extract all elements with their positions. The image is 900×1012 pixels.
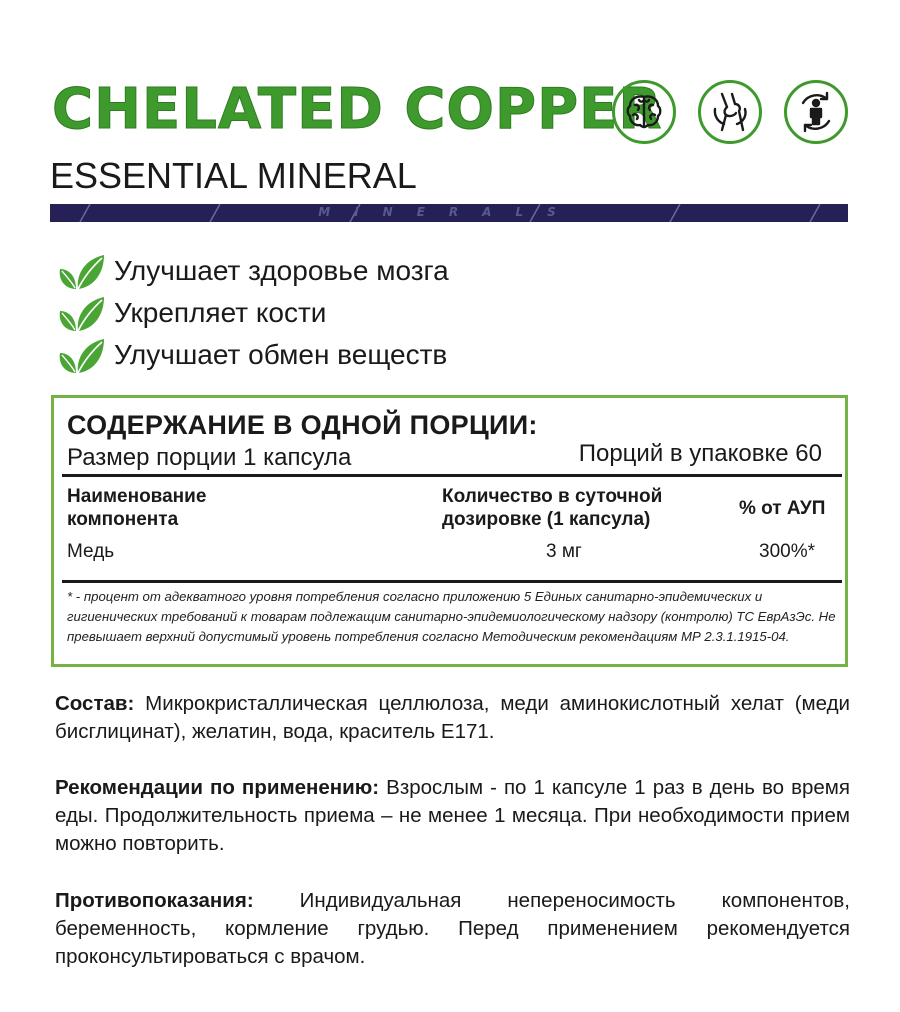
category-band (50, 204, 848, 222)
column-header-name-line: компонента (67, 509, 179, 530)
composition-text: Микрокристаллическая целлюлоза, меди аминокислотный хелат (меди бисглицинат), желатин, вода, краситель Е171. (55, 692, 850, 743)
column-header-name-line: Наименование (67, 486, 207, 507)
leaf-icon (54, 335, 106, 375)
contraindications-text: Индивидуальная непереносимость компонентов, беременность, кормление грудью. Перед применением рекомендуется проконсультироваться с врачом. (55, 889, 850, 968)
facts-divider (62, 474, 842, 477)
band-label: MINERALS (318, 205, 580, 219)
body-metabolism-icon (784, 80, 848, 144)
servings-per-container: Порций в упаковке 60 (578, 440, 822, 467)
supplement-facts-box (51, 395, 848, 667)
facts-divider (62, 580, 842, 583)
usage-paragraph (55, 774, 850, 858)
usage-text: Взрослым - по 1 капсуле 1 раз в день во время еды. Продолжительность приема – не менее 1 месяца. При необходимости прием можно повторить. (55, 776, 850, 855)
contraindications-paragraph (55, 887, 850, 971)
component-name: Медь (67, 541, 115, 562)
column-header-amount (442, 485, 662, 531)
joint-bone-icon (698, 80, 762, 144)
brain-icon (612, 80, 676, 144)
component-amount: 3 мг (546, 541, 582, 562)
column-header-amount-line: Количество в суточной (442, 486, 663, 507)
benefit-item (54, 292, 449, 334)
feature-icons (612, 80, 848, 144)
column-header-percent: % от АУП (739, 498, 826, 519)
product-title: CHELATED COPPER (52, 77, 663, 142)
benefit-item (54, 334, 449, 376)
benefit-text: Улучшает обмен веществ (114, 339, 448, 370)
composition-paragraph (55, 690, 850, 746)
leaf-icon (54, 293, 106, 333)
contraindications-label: Противопоказания: (55, 889, 254, 912)
component-percent: 300%* (759, 541, 815, 562)
product-subtitle: ESSENTIAL MINERAL (50, 155, 417, 196)
column-header-name (67, 485, 206, 531)
usage-label: Рекомендации по применению: (55, 776, 380, 799)
composition-label: Состав: (55, 692, 135, 715)
benefit-item (54, 250, 449, 292)
benefits-list (54, 250, 449, 376)
facts-title: СОДЕРЖАНИЕ В ОДНОЙ ПОРЦИИ: (67, 410, 538, 440)
facts-footnote: * - процент от адекватного уровня потребления согласно приложению 5 Единых санитарно-эпидемических и гигиенических требований к товарам подлежащим санитарно-эпидемиологическому надзору (контролю) ТС ЕврАзЭс. Не превышает верхний допустимый уровень потребления согласно Методическим рекомендациям МР 2.3.1.1915-04. (67, 589, 836, 644)
column-header-amount-line: дозировке (1 капсула) (442, 509, 651, 530)
serving-size: Размер порции 1 капсула (67, 444, 352, 471)
leaf-icon (54, 251, 106, 291)
benefit-text: Улучшает здоровье мозга (114, 255, 449, 286)
benefit-text: Укрепляет кости (114, 297, 327, 328)
